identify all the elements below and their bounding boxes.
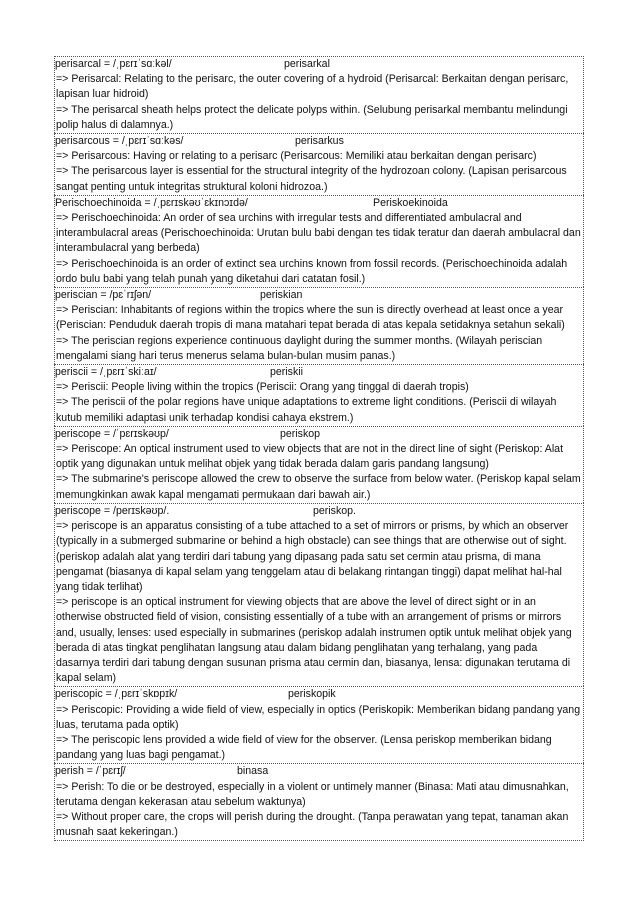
headword: periscii = /ˌpɛrɪˈskiːaɪ/ — [55, 366, 157, 379]
definition-line: => periscope is an apparatus consisting of a tube attached to a set of mirrors or prisms, by which an observer (typically in a submerged submarine or behind a high obstacle) can see things that are otherwise out of sight. (periskop adalah alat yang terdiri dari tabung yang dipasang pada satu set cermin atau prisma, di mana pengamat (biasanya di kapal selam yang tenggelam atau di belakang rintangan tinggi) dapat melihat hal-hal yang tidak terlihat) — [56, 520, 569, 593]
entry-header — [55, 288, 583, 303]
entry-header — [55, 365, 583, 380]
headword: periscope = /ˈpɛrɪskəʊp/ — [55, 427, 169, 440]
definition-line: => Perisarcous: Having or relating to a perisarc (Perisarcous: Memiliki atau berkaitan dengan perisarc) — [56, 150, 537, 163]
definition-line: => Perisarcal: Relating to the perisarc, the outer covering of a hydroid (Perisarcal: Berkaitan dengan perisarc, lapisan luar hidroid) — [56, 73, 569, 101]
translation: perisarkus — [295, 135, 344, 148]
dictionary-entry — [54, 763, 584, 841]
definition-line: => Periscope: An optical instrument used to view objects that are not in the direct line of sight (Periskop: Alat optik yang digunakan untuk melihat objek yang tidak berada dalam garis pandang langsung) — [56, 443, 564, 471]
definition-line: => The periscian regions experience continuous daylight during the summer months. (Wilayah periscian mengalami siang hari terus menerus selama bulan-bulan musim panas.) — [56, 334, 543, 362]
dictionary-entry — [54, 426, 584, 503]
entry-header — [55, 196, 583, 211]
headword: periscian = /pɛˈrɪʃən/ — [55, 289, 152, 302]
definition-line: => Periscopic: Providing a wide field of view, especially in optics (Periskopik: Memberikan bidang pandang yang luas, terutama pada optik) — [56, 703, 581, 731]
entry-header — [55, 134, 583, 149]
definition-line: => The periscii of the polar regions have unique adaptations to extreme light conditions. (Periscii di wilayah kutub memiliki adaptasi unik terhadap kondisi cahaya ekstrem.) — [56, 396, 557, 424]
definition-line: => The periscopic lens provided a wide field of view for the observer. (Lensa periskop memberikan bidang pandang yang luas bagi pengamat.) — [56, 733, 552, 762]
headword: periscope = /perɪskəʊp/. — [55, 504, 170, 517]
entry-header — [55, 687, 583, 702]
translation: periskii — [270, 366, 303, 379]
headword: perisarcal = /ˌpɛrɪˈsɑːkəl/ — [55, 58, 172, 70]
definition-line: => Perish: To die or be destroyed, especially in a violent or untimely manner (Binasa: Mati atau dimusnahkan, terutama dengan kekerasan atau sebelum waktunya) — [56, 780, 569, 808]
translation: perisarkal — [284, 58, 330, 70]
translation: binasa — [237, 765, 269, 778]
translation: periskop. — [313, 504, 356, 517]
definition-line: => Periscian: Inhabitants of regions within the tropics where the sun is directly overhead at least once a year (Periscian: Penduduk daerah tropis di mana matahari tepat berada di atas kepala setidaknya setahun sekali) — [56, 304, 565, 332]
dictionary-entry — [54, 56, 584, 133]
definition-line: => Perischoechinoida is an order of extinct sea urchins known from fossil records. (Perischoechinoida adalah ordo bulu babi yang telah punah yang diketahui dari catatan fosil.) — [56, 257, 568, 285]
entry-header — [55, 764, 583, 779]
dictionary-page — [54, 56, 584, 841]
entry-header — [55, 504, 583, 519]
definition-line: => The perisarcal sheath helps protect the delicate polyps within. (Selubung perisarkal membantu melindungi polip halus di dalamnya.) — [56, 103, 568, 131]
translation: periskop — [280, 427, 321, 440]
dictionary-entry — [54, 133, 584, 195]
definition-line: => Without proper care, the crops will perish during the drought. (Tanpa perawatan yang tepat, tanaman akan musnah saat kekeringan.) — [56, 810, 569, 839]
translation: periskian — [260, 289, 303, 302]
definition-line: => Perischoechinoida: An order of sea urchins with irregular tests and differentiated ambulacral and interambulacral areas (Perischoechinoida: Urutan bulu babi dengan tes tidak teratur dan daerah ambulacral dan interambulacral yang berbeda) — [56, 212, 581, 255]
definition-line: => periscope is an optical instrument for viewing objects that are above the level of direct sight or in an otherwise obstructed field of vision, consisting essentially of a tube with an arrangement of prisms or mirrors and, usually, lenses: used especially in submarines (periskop adalah instrumen optik untuk melihat objek yang berada di atas tingkat penglihatan langsung atau dalam bidang penglihatan yang terhalang, yang pada dasarnya terdiri dari tabung dengan susunan prisma atau cermin dan, biasanya, lensa: digunakan terutama di kapal selam) — [56, 596, 572, 685]
headword: Perischoechinoida = /ˌpɛrɪskəʊˈɛkɪnɔɪdə/ — [55, 196, 248, 209]
dictionary-entry — [54, 287, 584, 364]
definition-line: => The submarine's periscope allowed the crew to observe the surface from below water. (Periskop kapal selam memungkinkan awak kapal mengamati permukaan dari bawah air.) — [56, 473, 581, 501]
dictionary-entry — [54, 686, 584, 763]
entry-header — [55, 427, 583, 442]
translation: Periskoekinoida — [373, 196, 448, 209]
definition-line: => Periscii: People living within the tropics (Periscii: Orang yang tinggal di daerah tropis) — [56, 381, 469, 394]
dictionary-entry — [54, 503, 584, 686]
entry-header — [55, 57, 583, 72]
headword: perisarcous = /ˌpɛrɪˈsɑːkəs/ — [55, 135, 184, 148]
translation: periskopik — [288, 688, 336, 701]
definition-line: => The perisarcous layer is essential for the structural integrity of the hydrozoan colony. (Lapisan perisarcous sangat penting untuk integritas struktural koloni hidrozoa.) — [56, 165, 567, 193]
headword: perish = /ˈpɛrɪʃ/ — [55, 765, 126, 778]
dictionary-entry — [54, 195, 584, 287]
headword: periscopic = /ˌpɛrɪˈskɒpɪk/ — [55, 688, 178, 701]
dictionary-entry — [54, 364, 584, 426]
